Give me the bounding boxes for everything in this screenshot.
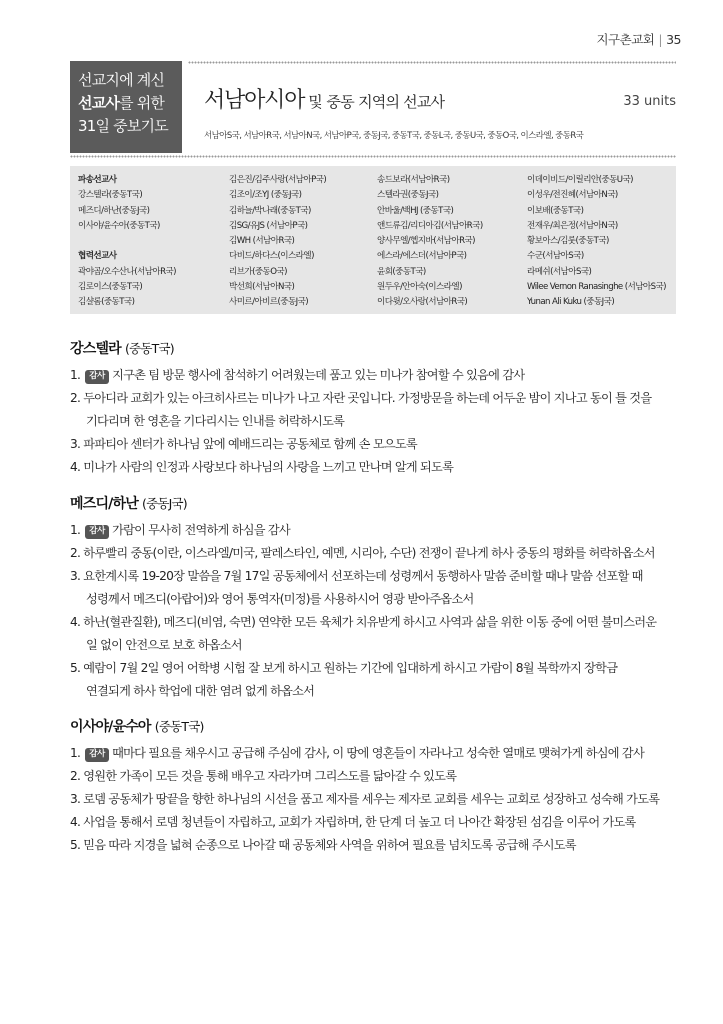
item-number: 1. xyxy=(70,746,81,760)
item-number: 2. xyxy=(70,391,81,405)
missionary-entry: 김SG/유JS (서남아P국) xyxy=(229,220,308,231)
prayer-item xyxy=(70,433,690,456)
missionary-entry xyxy=(78,234,176,249)
thanks-badge: 감사 xyxy=(85,525,109,539)
item-number: 3. xyxy=(70,569,81,583)
heading-main: 서남아시아 xyxy=(204,88,305,113)
heading-end: 지역의 선교사 xyxy=(358,93,445,111)
item-number: 2. xyxy=(70,546,81,560)
prayer-item xyxy=(70,364,690,387)
item-number: 3. xyxy=(70,437,81,451)
prayer-section xyxy=(70,716,690,857)
missionary-entry: 스텔라권(중동J국) xyxy=(377,190,439,201)
missionary-entry: 리브가(중동O국) xyxy=(229,266,287,277)
prayer-item xyxy=(70,788,690,811)
prayer-item xyxy=(70,657,690,680)
page-heading xyxy=(204,83,444,114)
missionary-entry: 앤드류김/리디아김(서남아R국) xyxy=(377,220,483,231)
section-title xyxy=(70,338,690,358)
item-text: 연결되게 하사 학업에 대한 염려 없게 하옵소서 xyxy=(86,684,315,698)
item-text: 파파티아 센터가 하나님 앞에 예배드리는 공동체로 함께 손 모으도록 xyxy=(83,437,417,451)
prayer-item xyxy=(70,765,690,788)
missionary-entry: Wilee Vernon Ranasinghe (서남아S국) xyxy=(527,282,666,293)
missionary-entry: 다비드/하다스(이스라엘) xyxy=(229,251,314,262)
missionary-entry: 양사무엘/헵지바(서남아R국) xyxy=(377,236,475,247)
missionary-group-label: 협력선교사 xyxy=(78,251,117,262)
missionary-entry: 원두우/안아숙(이스라엘) xyxy=(377,282,462,293)
missionary-table xyxy=(70,166,676,314)
title-line-2-bold: 선교사 xyxy=(78,94,120,112)
item-text: 영원한 가족이 모든 것을 통해 배우고 자라가며 그리스도를 닮아갈 수 있도록 xyxy=(83,769,457,783)
dotted-rule-top xyxy=(188,61,676,66)
title-band xyxy=(70,61,676,157)
item-text: 하난(혈관질환), 메즈디(비염, 숙면) 연약한 모든 육체가 치유받게 하시고 사역과 삶을 위한 이동 중에 어떤 불미스러운 xyxy=(83,615,657,629)
item-text: 두아디라 교회가 있는 아크히사르는 미나가 나고 자란 곳입니다. 가정방문을 하는데 어두운 밤이 지나고 동이 틀 것을 xyxy=(83,391,652,405)
prayer-section xyxy=(70,493,690,703)
item-text: 미나가 사람의 인정과 사랑보다 하나님의 사랑을 느끼고 만나며 알게 되도록 xyxy=(83,460,454,474)
item-number: 1. xyxy=(70,523,81,537)
missionary-entry: 라메쉬(서남아S국) xyxy=(527,266,592,277)
missionary-entry: 메즈디/하난(중동J국) xyxy=(78,205,150,216)
missionary-entry: 김조이/조YJ (중동J국) xyxy=(229,190,302,201)
title-box xyxy=(70,61,182,153)
units-count: 33 units xyxy=(623,94,676,109)
missionary-column-2 xyxy=(229,173,326,311)
missionary-country: (중동T국) xyxy=(154,719,204,734)
item-text: 믿음 따라 지경을 넓혀 순종으로 나아갈 때 공동체와 사역을 위하여 필요를 넘치도록 공급해 주시도록 xyxy=(83,838,576,852)
title-line-2 xyxy=(78,92,174,115)
missionary-entry: 김WH (서남아R국) xyxy=(229,236,295,247)
prayer-item xyxy=(70,565,690,588)
title-line-2-rest: 를 위한 xyxy=(119,94,165,112)
missionary-column-1 xyxy=(78,173,176,311)
missionary-name: 이사야/윤수아 xyxy=(70,719,151,735)
heading-mid: 및 중동 xyxy=(308,93,355,111)
prayer-item xyxy=(70,542,690,565)
missionary-entry: 김샬롬(중동T국) xyxy=(78,297,135,308)
prayer-item xyxy=(70,387,690,410)
item-text: 사업을 통해서 로뎀 청년들이 자립하고, 교회가 자립하며, 한 단계 더 높고 더 나아간 확장된 섬김을 이루어 가도록 xyxy=(83,815,636,829)
item-text: 때마다 필요를 채우시고 공급해 주심에 감사, 이 땅에 영혼들이 자라나고 성숙한 열매로 맺혀가게 하심에 감사 xyxy=(112,746,644,760)
church-name: 지구촌교회 xyxy=(596,32,655,47)
item-number: 2. xyxy=(70,769,81,783)
dotted-rule-bottom xyxy=(70,155,676,160)
region-list: 서남아S국, 서남아R국, 서남아N국, 서남아P국, 중동J국, 중동T국, 중동L국, 중동U국, 중동O국, 이스라엘, 중동R국 xyxy=(204,131,584,141)
missionary-entry: 김은진/김주사랑(서남아P국) xyxy=(229,175,327,185)
prayer-item xyxy=(70,634,690,657)
missionary-entry: 수군(서남아S국) xyxy=(527,251,584,262)
missionary-entry: 윤회(중동T국) xyxy=(377,266,426,277)
prayer-item xyxy=(70,519,690,542)
item-text: 지구촌 팀 방문 행사에 참석하기 어려웠는데 품고 있는 미나가 참여할 수 있음에 감사 xyxy=(112,368,525,382)
title-line-3: 31일 중보기도 xyxy=(78,117,168,135)
missionary-entry: 김하늘/박나래(중동T국) xyxy=(229,205,311,216)
item-number: 4. xyxy=(70,815,81,829)
missionary-entry: 황보아스/김룻(중동T국) xyxy=(527,236,609,247)
item-text: 성령께서 메즈디(아랍어)와 영어 통역자(미정)를 사용하시어 영광 받아주옵소서 xyxy=(86,592,474,606)
missionary-entry: 곽야곱/오수산나(서남아R국) xyxy=(78,266,176,277)
missionary-entry: 이보배(중동T국) xyxy=(527,205,584,216)
item-text: 기다리며 한 영혼을 기다리시는 인내를 허락하시도록 xyxy=(86,414,345,428)
missionary-entry: 박선희(서남아N국) xyxy=(229,282,295,293)
prayer-section xyxy=(70,338,690,479)
item-text: 가람이 무사히 전역하게 하심을 감사 xyxy=(112,523,290,537)
running-header xyxy=(596,30,681,48)
missionary-country: (중동T국) xyxy=(124,341,174,356)
section-title xyxy=(70,493,690,513)
missionary-entry: 에스라/에스더(서남아P국) xyxy=(377,251,467,262)
item-number: 1. xyxy=(70,368,81,382)
missionary-name: 강스텔라 xyxy=(70,341,121,357)
header-separator: | xyxy=(658,32,663,47)
prayer-item xyxy=(70,680,690,703)
item-number: 5. xyxy=(70,838,81,852)
prayer-item xyxy=(70,611,690,634)
item-text: 로뎀 공동체가 땅끝을 향한 하나님의 시선을 품고 제자를 세우는 제자로 교회를 세우는 교회로 성장하고 성숙해 가도록 xyxy=(83,792,660,806)
prayer-item xyxy=(70,410,690,433)
missionary-group-label: 파송선교사 xyxy=(78,175,117,185)
missionary-entry: 이다윗/오사랑(서남아R국) xyxy=(377,297,468,308)
missionary-entry: Yunan Ali Kuku (중동J국) xyxy=(527,297,615,308)
missionary-country: (중동J국) xyxy=(142,496,187,511)
item-text: 예람이 7월 2일 영어 어학병 시험 잘 보게 하시고 원하는 기간에 입대하게 하시고 가람이 8월 복학까지 장학금 xyxy=(83,661,618,675)
item-text: 하루빨리 중동(이란, 이스라엘/미국, 팔레스타인, 예멘, 시리아, 수단) 전쟁이 끝나게 하사 중동의 평화를 허락하옵소서 xyxy=(83,546,655,560)
prayer-item xyxy=(70,834,690,857)
missionary-entry: 강스텔라(중동T국) xyxy=(78,190,143,201)
missionary-entry: 이데이비드/이릴리안(중동U국) xyxy=(527,175,633,185)
missionary-entry: 안바울/백HJ (중동T국) xyxy=(377,205,454,216)
item-number: 3. xyxy=(70,792,81,806)
prayer-item xyxy=(70,742,690,765)
prayer-item xyxy=(70,811,690,834)
missionary-column-4 xyxy=(527,173,666,311)
thanks-badge: 감사 xyxy=(85,748,109,762)
title-line-1: 선교지에 계신 xyxy=(78,71,165,89)
missionary-entry: 사미르/아비르(중동J국) xyxy=(229,297,309,308)
item-text: 일 없이 안전으로 보호 하옵소서 xyxy=(86,638,242,652)
item-number: 5. xyxy=(70,661,81,675)
item-text: 요한계시록 19-20장 말씀을 7월 17일 공동체에서 선포하는데 성령께서 동행하사 말씀 준비할 때나 말씀 선포할 때 xyxy=(83,569,643,583)
thanks-badge: 감사 xyxy=(85,370,109,384)
prayer-item xyxy=(70,456,690,479)
missionary-entry: 이사야/윤수아(중동T국) xyxy=(78,220,160,231)
missionary-column-3 xyxy=(377,173,483,311)
missionary-entry: 이성우/전진혜(서남아N국) xyxy=(527,190,618,201)
page-number: 35 xyxy=(666,32,681,47)
prayer-item xyxy=(70,588,690,611)
section-title xyxy=(70,716,690,736)
missionary-entry: 송드보라(서남아R국) xyxy=(377,175,450,185)
missionary-entry: 김로이스(중동T국) xyxy=(78,282,143,293)
missionary-name: 메즈디/하난 xyxy=(70,496,138,512)
missionary-entry: 전재우/최은정(서남아N국) xyxy=(527,220,618,231)
item-number: 4. xyxy=(70,615,81,629)
item-number: 4. xyxy=(70,460,81,474)
